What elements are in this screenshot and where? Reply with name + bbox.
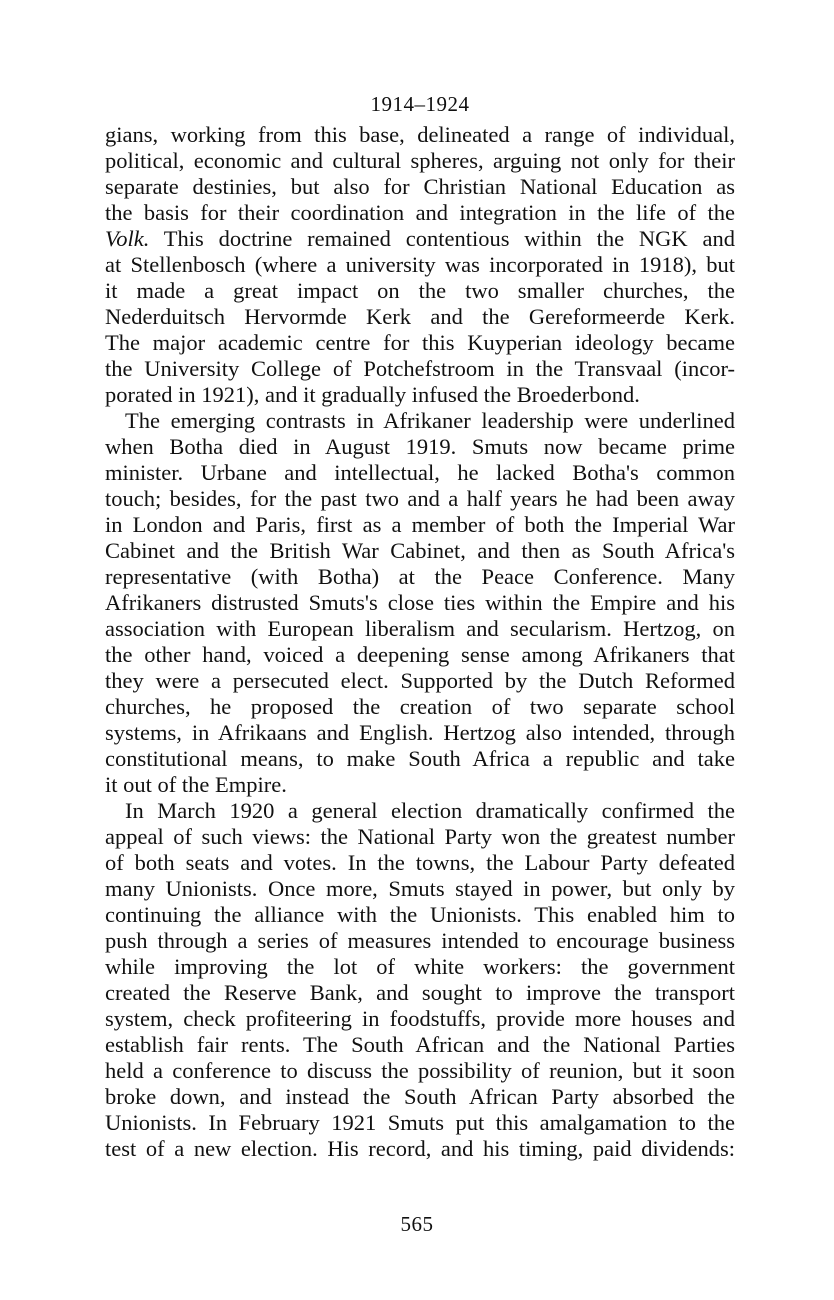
text-line	[105, 278, 735, 304]
running-head: 1914–1924	[370, 92, 470, 116]
text-line	[105, 174, 735, 200]
line-text: establish fair rents. The South African and the National Parties	[105, 1032, 735, 1057]
text-line	[105, 1006, 735, 1032]
line-text: minister. Urbane and intellectual, he lacked Botha's common	[105, 460, 735, 485]
line-text: Afrikaners distrusted Smuts's close ties within the Empire and his	[105, 590, 735, 615]
line-text: held a conference to discuss the possibility of reunion, but it soon	[105, 1058, 735, 1083]
text-line	[105, 304, 735, 330]
line-text: The major academic centre for this Kuyperian ideology became	[105, 330, 735, 355]
line-text: when Botha died in August 1919. Smuts now became prime	[105, 434, 735, 459]
text-line	[105, 382, 735, 408]
line-text: Unionists. In February 1921 Smuts put this amalgamation to the	[105, 1110, 735, 1135]
text-line	[105, 772, 735, 798]
page-number: 565	[400, 1212, 434, 1236]
line-text: test of a new election. His record, and his timing, paid dividends:	[105, 1136, 735, 1161]
text-line	[105, 226, 735, 252]
line-text: system, check profiteering in foodstuffs, provide more houses and	[105, 1006, 735, 1031]
text-line	[105, 980, 735, 1006]
book-page	[105, 86, 735, 1162]
text-line	[105, 460, 735, 486]
text-line	[105, 694, 735, 720]
line-text: separate destinies, but also for Christian National Education as	[105, 174, 735, 199]
text-line	[105, 642, 735, 668]
line-text: Nederduitsch Hervormde Kerk and the Gereformeerde Kerk.	[105, 304, 735, 329]
text-line	[105, 486, 735, 512]
line-text: In March 1920 a general election dramatically confirmed the	[125, 798, 735, 823]
text-line	[105, 1110, 735, 1136]
line-text: porated in 1921), and it gradually infused the Broederbond.	[105, 382, 640, 407]
text-line	[105, 928, 735, 954]
text-line	[105, 330, 735, 356]
line-text: The emerging contrasts in Afrikaner leadership were underlined	[125, 408, 735, 433]
line-text: in London and Paris, first as a member of both the Imperial War	[105, 512, 735, 537]
body-text	[105, 122, 735, 1162]
line-text: it made a great impact on the two smaller churches, the	[105, 278, 735, 303]
text-line	[105, 356, 735, 382]
line-text: touch; besides, for the past two and a half years he had been away	[105, 486, 735, 511]
line-text: many Unionists. Once more, Smuts stayed in power, but only by	[105, 876, 735, 901]
text-line	[105, 824, 735, 850]
text-line	[105, 408, 735, 434]
text-line	[105, 876, 735, 902]
line-text: churches, he proposed the creation of two separate school	[105, 694, 735, 719]
line-text: the basis for their coordination and integration in the life of the	[105, 200, 735, 225]
line-text: created the Reserve Bank, and sought to improve the transport	[105, 980, 735, 1005]
line-text: while improving the lot of white workers: the government	[105, 954, 735, 979]
text-line	[105, 1032, 735, 1058]
line-text: systems, in Afrikaans and English. Hertzog also intended, through	[105, 720, 735, 745]
line-text: of both seats and votes. In the towns, the Labour Party defeated	[105, 850, 735, 875]
text-line	[105, 668, 735, 694]
line-text: they were a persecuted elect. Supported by the Dutch Reformed	[105, 668, 735, 693]
text-line	[105, 200, 735, 226]
text-line	[105, 720, 735, 746]
line-text: it out of the Empire.	[105, 772, 287, 797]
text-line	[105, 1058, 735, 1084]
text-line	[105, 902, 735, 928]
line-text: the other hand, voiced a deepening sense among Afrikaners that	[105, 642, 735, 667]
line-text: appeal of such views: the National Party won the greatest number	[105, 824, 735, 849]
text-line	[105, 1084, 735, 1110]
text-line	[105, 538, 735, 564]
text-line	[105, 434, 735, 460]
line-text: at Stellenbosch (where a university was incorporated in 1918), but	[105, 252, 735, 277]
line-text: gians, working from this base, delineated a range of individual,	[105, 122, 735, 147]
line-text: broke down, and instead the South African Party absorbed the	[105, 1084, 735, 1109]
line-text: representative (with Botha) at the Peace Conference. Many	[105, 564, 735, 589]
line-text: push through a series of measures intended to encourage business	[105, 928, 735, 953]
text-line	[105, 122, 735, 148]
text-line	[105, 564, 735, 590]
text-line	[105, 616, 735, 642]
line-text: This doctrine remained contentious within the NGK and	[149, 226, 735, 251]
text-line	[105, 746, 735, 772]
line-text: Cabinet and the British War Cabinet, and then as South Africa's	[105, 538, 735, 563]
line-text: association with European liberalism and secularism. Hertzog, on	[105, 616, 735, 641]
text-line	[105, 850, 735, 876]
text-line	[105, 1136, 735, 1162]
text-line	[105, 954, 735, 980]
text-line	[105, 148, 735, 174]
text-line	[105, 590, 735, 616]
italic-word: Volk.	[105, 226, 150, 251]
text-line	[105, 252, 735, 278]
text-line	[105, 512, 735, 538]
line-text: constitutional means, to make South Africa a republic and take	[105, 746, 735, 771]
line-text: political, economic and cultural spheres, arguing not only for their	[105, 148, 735, 173]
line-text: the University College of Potchefstroom in the Transvaal (incor-	[105, 356, 735, 381]
line-text: continuing the alliance with the Unionists. This enabled him to	[105, 902, 735, 927]
text-line	[105, 798, 735, 824]
